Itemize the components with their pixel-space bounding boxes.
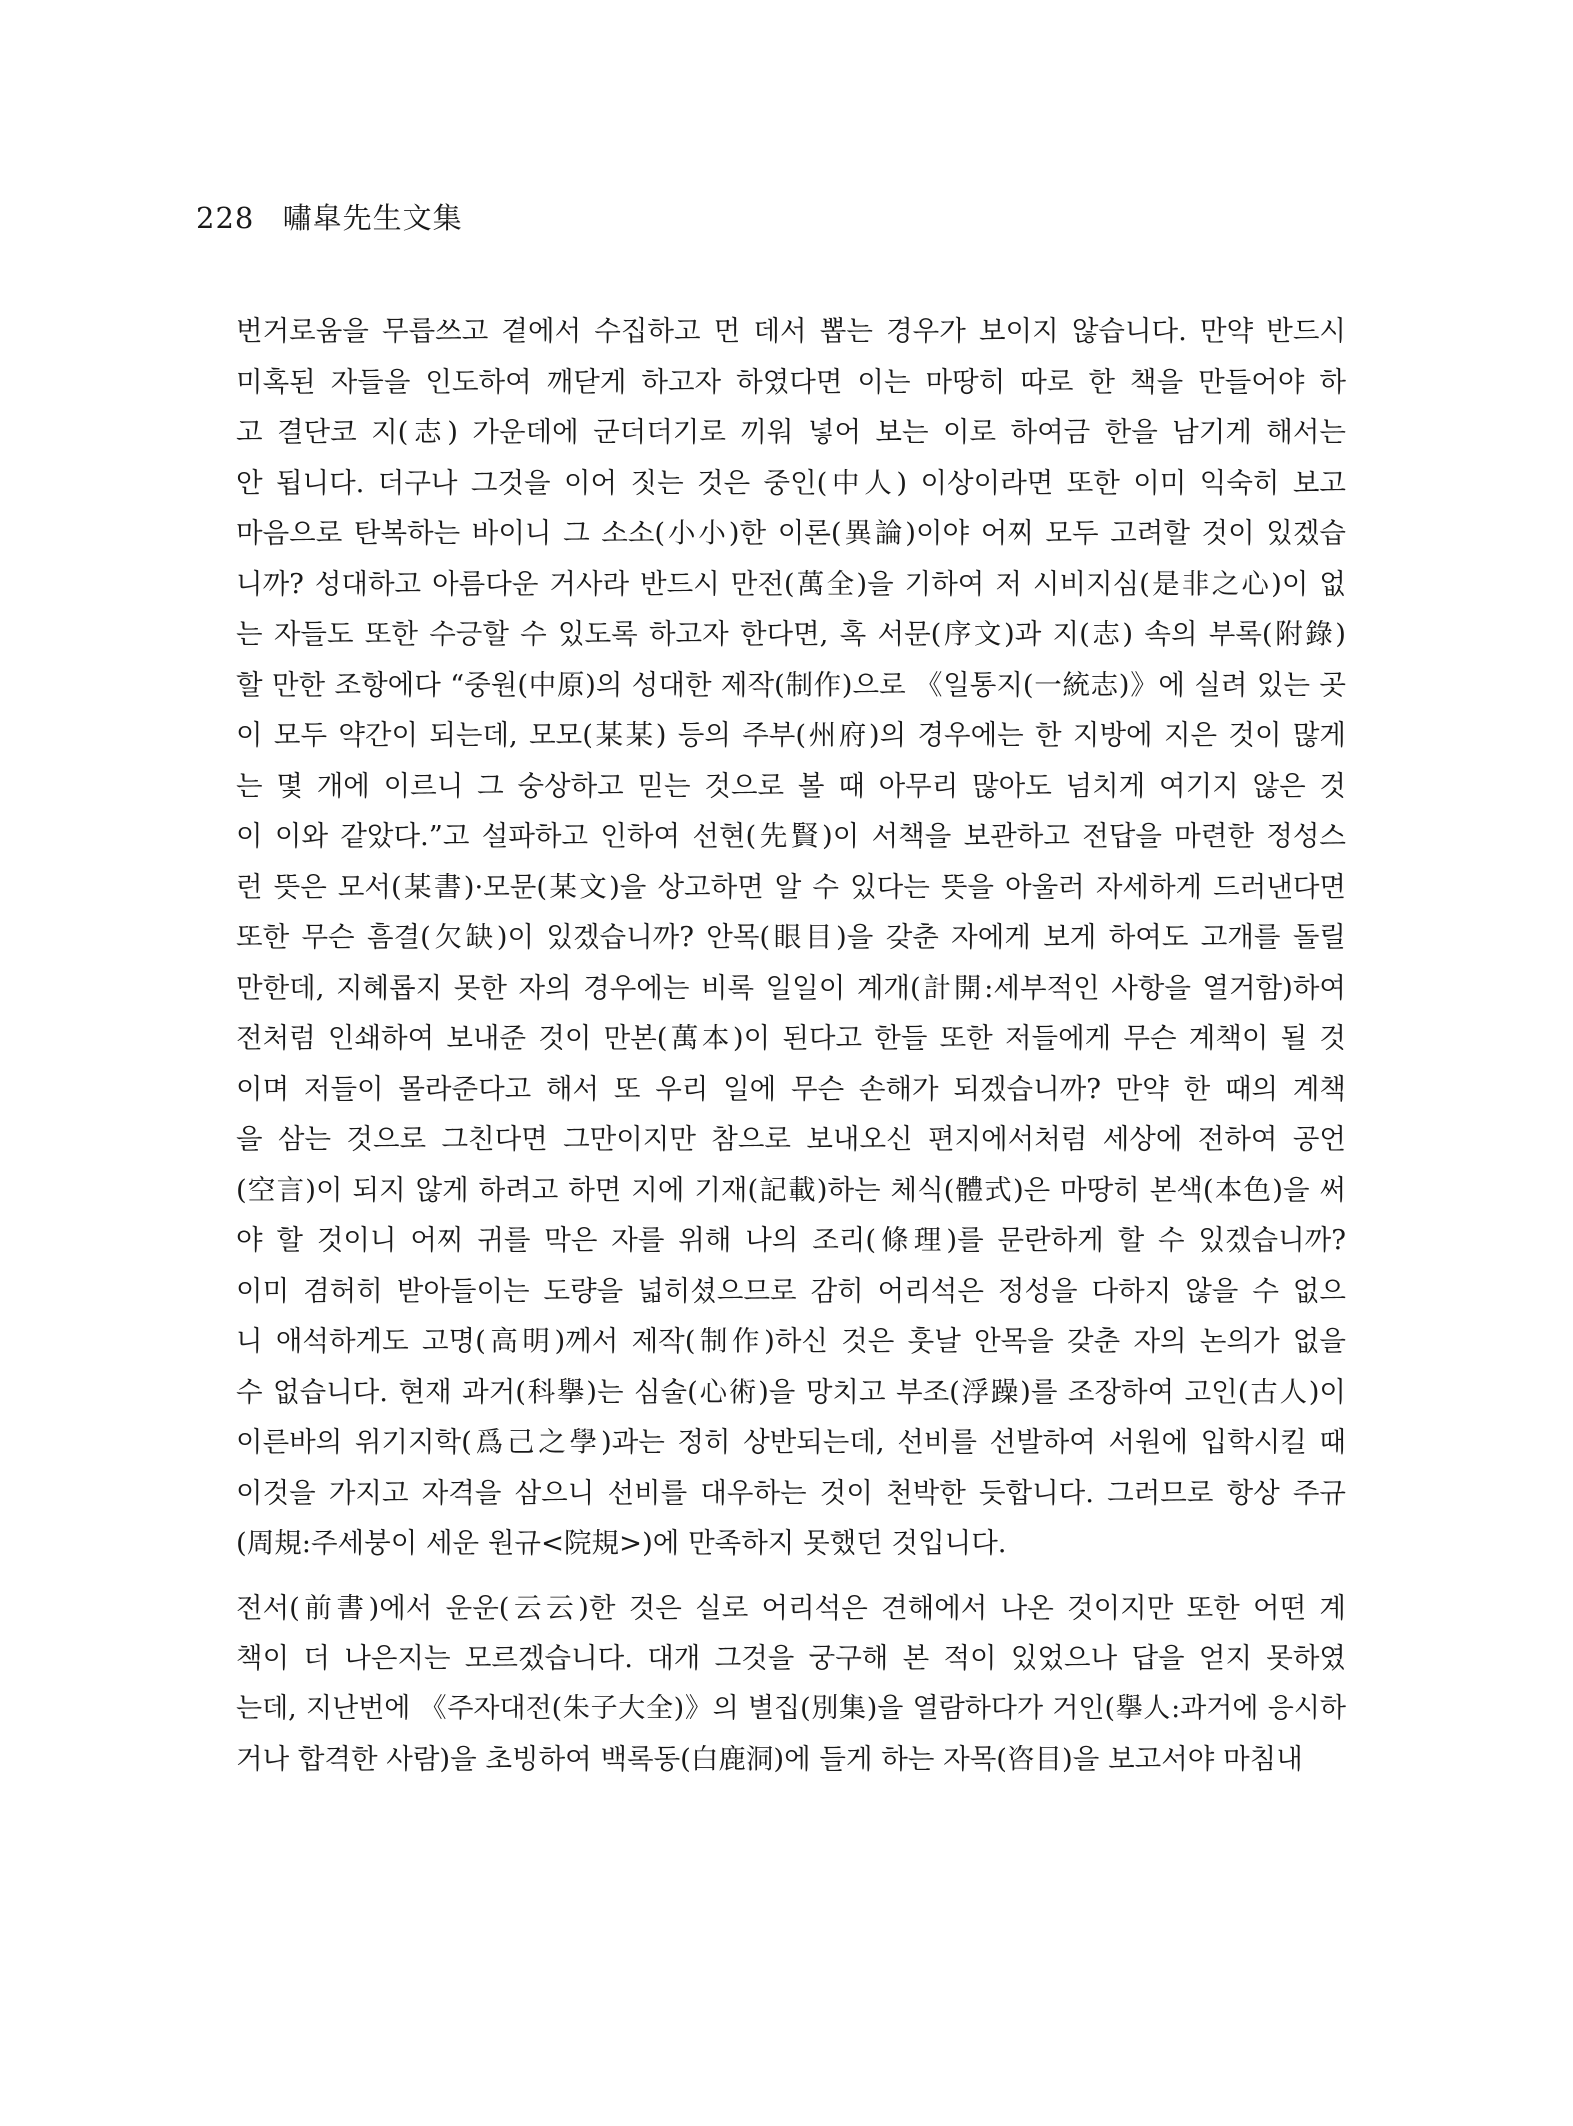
paragraph — [236, 1583, 1346, 1785]
text-line: 는데, 지난번에 《주자대전(朱子大全)》의 별집(別集)을 열람하다가 거인(擧人:과거에 응시하 — [236, 1692, 1346, 1724]
text-line: 이 이와 같았다.”고 설파하고 인하여 선현(先賢)이 서책을 보관하고 전답을 마련한 정성스 — [236, 820, 1346, 852]
text-line: 전서(前書)에서 운운(云云)한 것은 실로 어리석은 견해에서 나온 것이지만 또한 어떤 계 — [236, 1591, 1346, 1624]
paragraph — [236, 306, 1346, 1569]
body-text — [236, 306, 1346, 1785]
text-line: 안 됩니다. 더구나 그것을 이어 짓는 것은 중인(中人) 이상이라면 또한 이미 익숙히 보고 — [236, 466, 1346, 499]
text-line: 는 자들도 또한 수긍할 수 있도록 하고자 한다면, 혹 서문(序文)과 지(志) 속의 부록(附錄) — [236, 618, 1346, 650]
text-line: 또한 무슨 흠결(欠缺)이 있겠습니까? 안목(眼目)을 갖춘 자에게 보게 하여도 고개를 돌릴 — [236, 921, 1346, 953]
page-header — [196, 196, 463, 237]
text-line: 거나 합격한 사람)을 초빙하여 백록동(白鹿洞)에 들게 하는 자목(咨目)을 보고서야 마침내 — [236, 1743, 1303, 1775]
text-line: 마음으로 탄복하는 바이니 그 소소(小小)한 이론(異論)이야 어찌 모두 고려할 것이 있겠습 — [236, 517, 1346, 549]
text-line: 야 할 것이니 어찌 귀를 막은 자를 위해 나의 조리(條理)를 문란하게 할 수 있겠습니까? — [236, 1224, 1346, 1256]
text-line: 이미 겸허히 받아들이는 도량을 넓히셨으므로 감히 어리석은 정성을 다하지 않을 수 없으 — [236, 1274, 1346, 1307]
page-number: 228 — [196, 201, 255, 235]
text-line: 미혹된 자들을 인도하여 깨닫게 하고자 하였다면 이는 마땅히 따로 한 책을 만들어야 하 — [236, 365, 1346, 398]
text-line: 니까? 성대하고 아름다운 거사라 반드시 만전(萬全)을 기하여 저 시비지심(是非之心)이 없 — [236, 567, 1346, 600]
text-line: 만한데, 지혜롭지 못한 자의 경우에는 비록 일일이 계개(計開:세부적인 사항을 열거함)하여 — [236, 971, 1346, 1004]
paragraph-gap — [236, 1569, 1346, 1583]
text-line: 전처럼 인쇄하여 보내준 것이 만본(萬本)이 된다고 한들 또한 저들에게 무슨 계책이 될 것 — [236, 1022, 1346, 1054]
text-line: 고 결단코 지(志) 가운데에 군더더기로 끼워 넣어 보는 이로 하여금 한을 남기게 해서는 — [236, 416, 1346, 448]
text-line: 이며 저들이 몰라준다고 해서 또 우리 일에 무슨 손해가 되겠습니까? 만약 한 때의 계책 — [236, 1072, 1346, 1105]
text-line: (空言)이 되지 않게 하려고 하면 지에 기재(記載)하는 체식(體式)은 마땅히 본색(本色)을 써 — [236, 1173, 1346, 1206]
text-line: 이 모두 약간이 되는데, 모모(某某) 등의 주부(州府)의 경우에는 한 지방에 지은 것이 많게 — [236, 719, 1346, 751]
text-line: 책이 더 나은지는 모르겠습니다. 대개 그것을 궁구해 본 적이 있었으나 답을 얻지 못하였 — [236, 1642, 1346, 1674]
text-line: (周規:주세붕이 세운 원규<院規>)에 만족하지 못했던 것입니다. — [236, 1527, 1007, 1559]
text-line: 는 몇 개에 이르니 그 숭상하고 믿는 것으로 볼 때 아무리 많아도 넘치게 여기지 않은 것 — [236, 769, 1346, 802]
text-line: 수 없습니다. 현재 과거(科擧)는 심술(心術)을 망치고 부조(浮躁)를 조장하여 고인(古人)이 — [236, 1375, 1346, 1408]
text-line: 니 애석하게도 고명(高明)께서 제작(制作)하신 것은 훗날 안목을 갖춘 자의 논의가 없을 — [236, 1325, 1346, 1357]
book-title: 嘯皐先生文集 — [282, 201, 463, 235]
text-line: 을 삼는 것으로 그친다면 그만이지만 참으로 보내오신 편지에서처럼 세상에 전하여 공언 — [236, 1123, 1346, 1155]
text-line: 런 뜻은 모서(某書)·모문(某文)을 상고하면 알 수 있다는 뜻을 아울러 자세하게 드러낸다면 — [236, 870, 1346, 903]
text-line: 번거로움을 무릅쓰고 곁에서 수집하고 먼 데서 뽑는 경우가 보이지 않습니다. 만약 반드시 — [236, 315, 1346, 347]
text-line: 할 만한 조항에다 “중원(中原)의 성대한 제작(制作)으로 《일통지(一統志)》에 실려 있는 곳 — [236, 668, 1346, 701]
text-line: 이른바의 위기지학(爲己之學)과는 정히 상반되는데, 선비를 선발하여 서원에 입학시킬 때 — [236, 1426, 1346, 1458]
text-line: 이것을 가지고 자격을 삼으니 선비를 대우하는 것이 천박한 듯합니다. 그러므로 항상 주규 — [236, 1476, 1346, 1509]
